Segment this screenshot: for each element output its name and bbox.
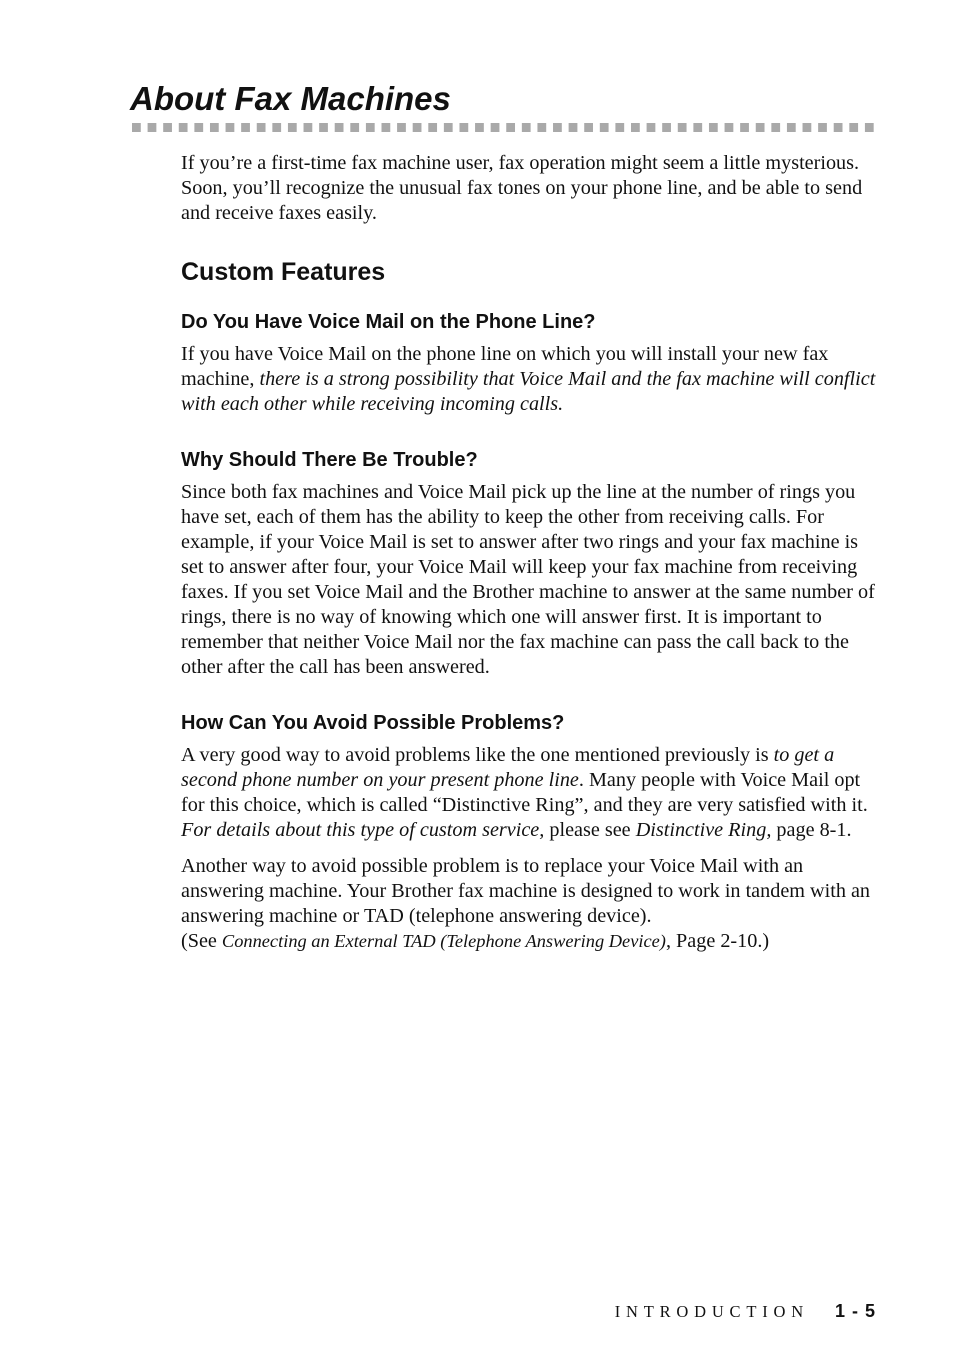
title-dotted-rule — [132, 123, 876, 132]
footer-section-name: INTRODUCTION — [614, 1302, 809, 1321]
page-title: About Fax Machines — [130, 80, 451, 117]
distinctive-ring-reference: Distinctive Ring, — [635, 819, 772, 841]
avoid-emphasis-2: For details about this type of custom service, — [181, 819, 545, 841]
avoid-emphasis-1: to get a second phone number on your present phone line — [181, 744, 835, 791]
avoid-text-d: page 8-1. — [771, 819, 852, 841]
see-prefix: (See — [181, 930, 222, 952]
avoid-text-a: A very good way to avoid problems like the one mentioned previously is — [181, 744, 774, 766]
avoid-paragraph-1 — [181, 743, 876, 843]
section-title: Custom Features — [181, 258, 386, 286]
subsection-avoid-title: How Can You Avoid Possible Problems? — [181, 712, 565, 734]
avoid-paragraph-2 — [181, 854, 876, 954]
trouble-paragraph: Since both fax machines and Voice Mail pick up the line at the number of rings you have set, each of them has the ability to keep the other from receiving calls. For example, if your Voice Mail is set to answer after two rings and your fax machine is set to answer after four, your Voice Mail will keep your fax machine from receiving faxes. If you set Voice Mail and the Brother machine to answer at the same number of rings, there is no way of knowing which one will answer first. It is important to remember that neither Voice Mail nor the fax machine can pass the call back to the other after the call has been answered. — [181, 481, 875, 678]
see-suffix: , Page 2-10.) — [665, 930, 770, 952]
external-tad-reference: Connecting an External TAD (Telephone Answering Device) — [221, 931, 666, 951]
page-footer — [615, 1299, 876, 1324]
avoid-text-b: . Many people with Voice Mail opt for this choice, which is called “Distinctive Ring”, and they are very satisfied with it. — [181, 769, 868, 816]
subsection-trouble-title: Why Should There Be Trouble? — [181, 449, 478, 471]
voice-mail-paragraph — [181, 342, 876, 417]
voice-mail-text: If you have Voice Mail on the phone line on which you will install your new fax machine, — [181, 343, 829, 390]
intro-paragraph: If you’re a first-time fax machine user, fax operation might seem a little mysterious. Soon, you’ll recognize the unusual fax tones on your phone line, and be able to send and receive faxes easily. — [181, 152, 863, 224]
avoid-p2-text: Another way to avoid possible problem is to replace your Voice Mail with an answering machine. Your Brother fax machine is designed to work in tandem with an answering machine or TAD (telephone answering device). — [181, 855, 871, 927]
footer-page-number: 1 - 5 — [834, 1301, 876, 1321]
subsection-voice-mail-title: Do You Have Voice Mail on the Phone Line? — [181, 311, 596, 333]
main-content — [181, 151, 876, 965]
voice-mail-emphasis: there is a strong possibility that Voice Mail and the fax machine will conflict with each other while receiving incoming calls. — [181, 368, 876, 415]
avoid-text-c: please see — [544, 819, 636, 841]
